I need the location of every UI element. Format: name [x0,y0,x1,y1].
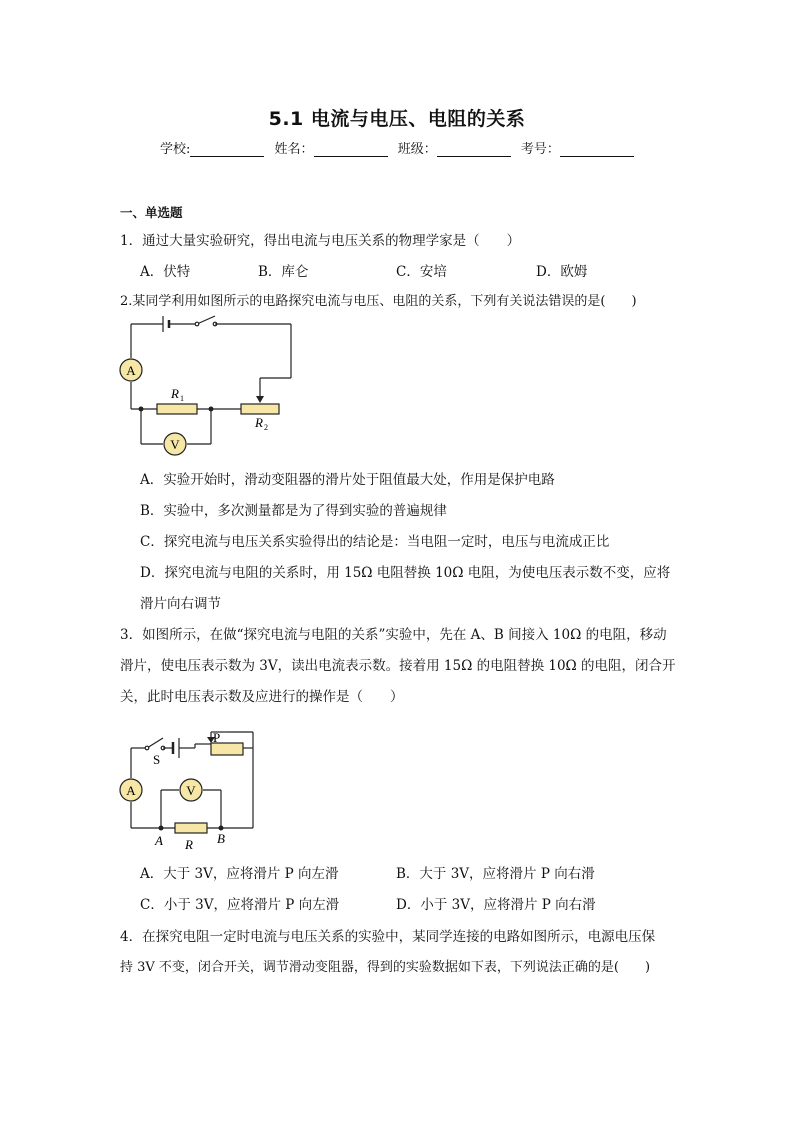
exam-no-blank [560,142,634,157]
q2-ammeter-label: A [126,363,136,378]
school-blank [190,142,264,157]
q3-ammeter-label: A [126,783,136,798]
q3-option-d: D．小于 3V，应将滑片 P 向右滑 [396,897,596,913]
q3-voltmeter-label: V [186,783,196,798]
section-title: 一、单选题 [120,205,183,220]
student-info-line [160,138,640,157]
q2-voltmeter-label: V [170,437,180,452]
q3-option-c: C．小于 3V，应将滑片 P 向左滑 [140,897,340,913]
q2-r2-subscript: 2 [264,423,268,432]
page-title: 5.1 电流与电压、电阻的关系 [268,108,526,130]
q2-r2-label: R [255,415,263,430]
q4-stem-line1: 4．在探究电阻一定时电流与电压关系的实验中，某同学连接的电路如图所示，电源电压保 [120,929,656,945]
q2-option-d-continued: 滑片向右调节 [140,596,221,612]
q2-stem: 2.某同学利用如图所示的电路探究电流与电压、电阻的关系，下列有关说法错误的是( ) [120,294,637,309]
q2-option-b: B．实验中，多次测量都是为了得到实验的普遍规律 [140,503,447,519]
q3-point-a-label: A [155,833,163,848]
q3-stem-line1: 3．如图所示，在做“探究电流与电阻的关系”实验中，先在 A、B 间接入 10Ω 的电阻，移动 [120,627,667,643]
q2-r1-subscript: 1 [180,394,184,403]
q3-resistor-r-label: R [185,837,193,852]
q2-option-c: C．探究电流与电压关系实验得出的结论是：当电阻一定时，电压与电流成正比 [140,534,610,550]
q3-stem-line3: 关，此时电压表示数及应进行的操作是（ ） [120,689,404,705]
name-label: 姓名： [274,142,314,157]
q2-option-d: D．探究电流与电阻的关系时，用 15Ω 电阻替换 10Ω 电阻，为使电压表示数不变，应将 [140,565,671,581]
q2-circuit-diagram [115,312,305,462]
q3-option-a: A．大于 3V，应将滑片 P 向左滑 [140,866,339,882]
exam-no-label: 考号： [520,142,560,157]
class-label: 班级： [397,142,437,157]
q1-stem: 1．通过大量实验研究，得出电流与电压关系的物理学家是（ ） [120,233,521,249]
q1-option-c: C．安培 [396,264,447,280]
school-label: 学校: [160,142,191,157]
q3-option-b: B．大于 3V，应将滑片 P 向右滑 [396,866,595,882]
q1-option-a: A．伏特 [140,264,191,280]
q1-option-d: D．欧姆 [536,264,588,280]
class-blank [437,142,511,157]
q1-option-b: B．库仑 [258,264,309,280]
q3-slider-p-label: P [213,730,221,745]
q3-stem-line2: 滑片，使电压表示数为 3V，读出电流表示数。接着用 15Ω 的电阻替换 10Ω 的电阻，闭合开 [120,658,676,674]
q3-point-b-label: B [217,831,225,846]
q3-switch-s-label: S [153,752,161,767]
q2-r1-label: R [171,386,179,401]
name-blank [314,142,388,157]
q3-circuit-diagram [115,722,265,854]
q2-option-a: A．实验开始时，滑动变阻器的滑片处于阻值最大处，作用是保护电路 [140,472,555,488]
q4-stem-line2: 持 3V 不变，闭合开关，调节滑动变阻器，得到的实验数据如下表，下列说法正确的是( ) [120,960,651,975]
